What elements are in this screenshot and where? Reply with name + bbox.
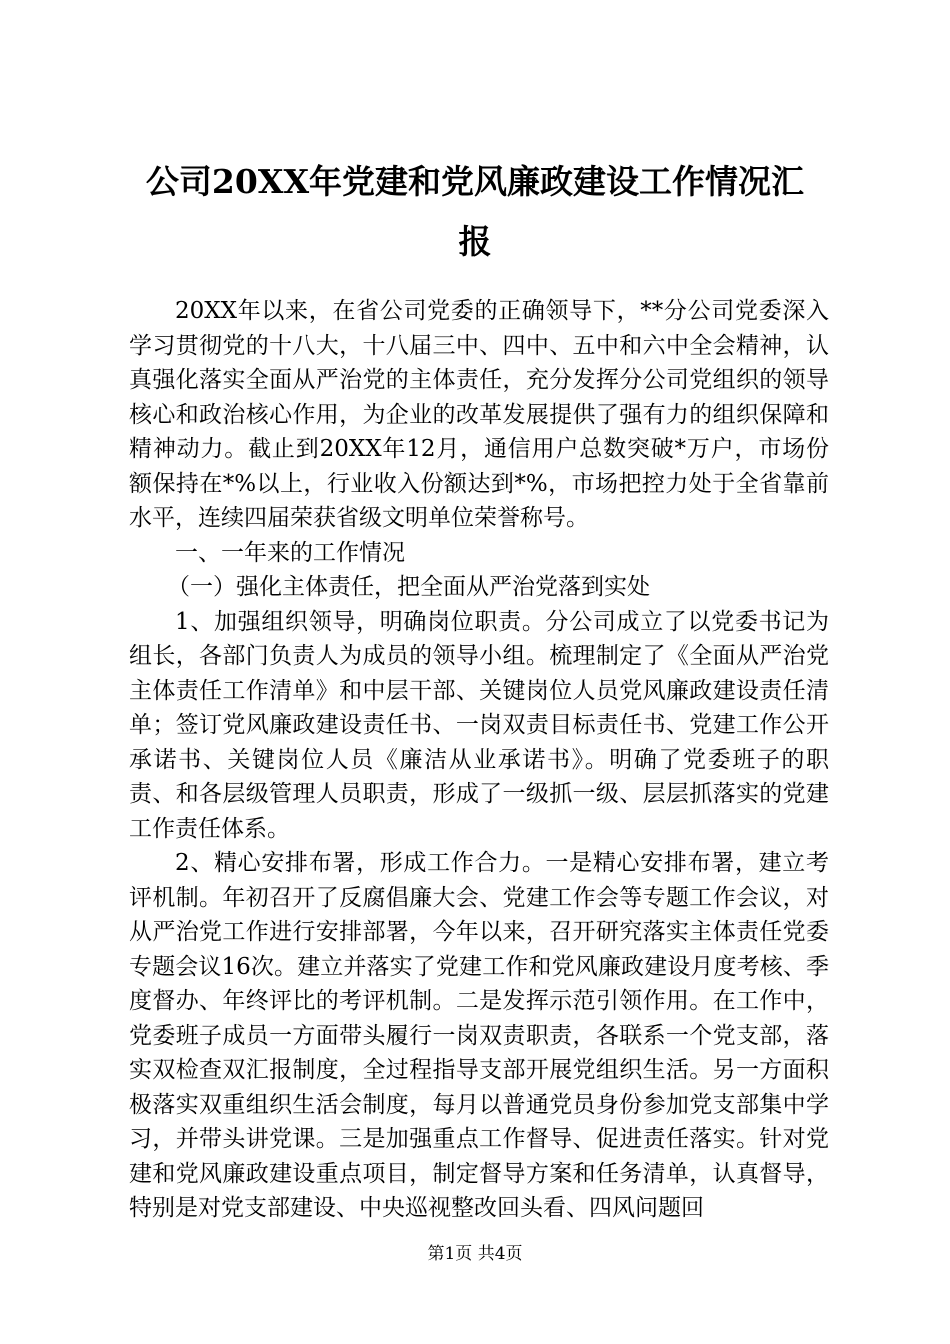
document-body — [129, 294, 829, 1226]
document-title-line-2: 报 — [458, 222, 492, 261]
body-paragraph-1: 1、加强组织领导，明确岗位职责。分公司成立了以党委书记为组长，各部门负责人为成员的领导小组。梳理制定了《全面从严治党主体责任工作清单》和中层干部、关键岗位人员党风廉政建设责任清单；签订党风廉政建设责任书、一岗双责目标责任书、党建工作公开承诺书、关键岗位人员《廉洁从业承诺书》。明确了党委班子的职责、和各层级管理人员职责，形成了一级抓一级、层层抓落实的党建工作责任体系。 — [129, 608, 829, 842]
intro-paragraph: 20XX年以来，在省公司党委的正确领导下，**分公司党委深入学习贯彻党的十八大，十八届三中、四中、五中和六中全会精神，认真强化落实全面从严治党的主体责任，充分发挥分公司党组织的领导核心和政治核心作用，为企业的改革发展提供了强有力的组织保障和精神动力。截止到20XX年12月，通信用户总数突破*万户，市场份额保持在*%以上，行业收入份额达到*%，市场把控力处于全省靠前水平，连续四届荣获省级文明单位荣誉称号。 — [129, 298, 829, 531]
subsection-heading: （一）强化主体责任，把全面从严治党落到实处 — [167, 574, 650, 600]
section-heading: 一、一年来的工作情况 — [175, 539, 405, 566]
body-paragraph-2: 2、精心安排布署，形成工作合力。一是精心安排布署，建立考评机制。年初召开了反腐倡廉大会、党建工作会等专题工作会议，对从严治党工作进行安排部署，今年以来，召开研究落实主体责任党委专题会议16次。建立并落实了党建工作和党风廉政建设月度考核、季度督办、年终评比的考评机制。二是发挥示范引领作用。在工作中，党委班子成员一方面带头履行一岗双责职责，各联系一个党支部，落实双检查双汇报制度，全过程指导支部开展党组织生活。另一方面积极落实双重组织生活会制度，每月以普通党员身份参加党支部集中学习，并带头讲党课。三是加强重点工作督导、促进责任落实。针对党建和党风廉政建设重点项目，制定督导方案和任务清单，认真督导，特别是对党支部建设、中央巡视整改回头看、四风问题回 — [129, 850, 829, 1221]
document-title-line-1: 公司20XX年党建和党风廉政建设工作情况汇 — [145, 162, 805, 201]
page-footer: 第1页 共4页 — [427, 1244, 523, 1264]
